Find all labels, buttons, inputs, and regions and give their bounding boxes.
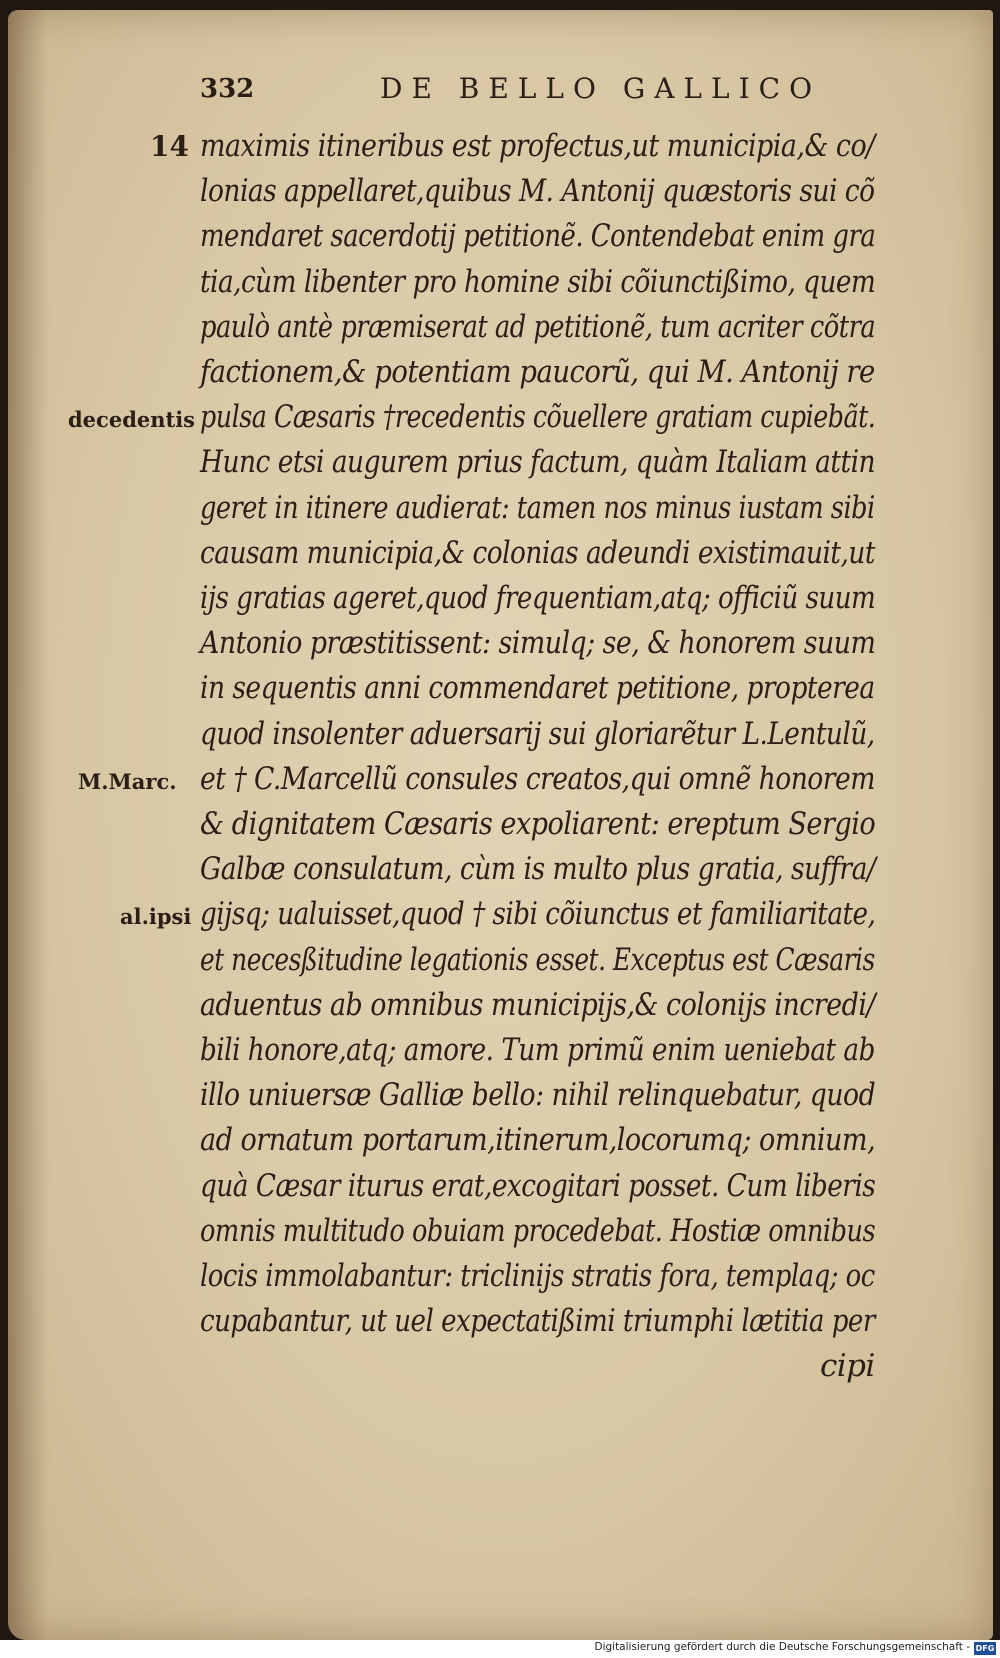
page-number: 332 [200,74,255,104]
text-line: cupabantur, ut uel expectatißimi triumphi lætitia per [200,1303,875,1340]
text-line: causam municipia,& colonias adeundi existimauit,ut [200,534,875,571]
text-line: ijs gratias ageret,quod frequentiam,atq; officiũ suum [200,580,876,616]
text-line: Hunc etsi augurem prius factum, quàm Italiam attin [200,444,876,481]
text-line: ad ornatum portarum,itinerum,locorumq; omnium, [200,1122,876,1159]
text-line: Galbæ consulatum, cùm is multo plus gratia, suffra/ [200,851,876,888]
text-line: illo uniuersæ Galliæ bello: nihil relinquebatur, quod [200,1077,876,1114]
text-line: omnis multitudo obuiam procedebat. Hostiæ omnibus [200,1212,876,1249]
text-line: maximis itineribus est profectus,ut municipia,& co/ [200,128,875,164]
text-line: factionem,& potentiam paucorũ, qui M. Antonij re [200,354,875,390]
text-line: aduentus ab omnibus municipijs,& colonijs incredi/ [200,986,876,1023]
text-line: quod insolenter aduersarij sui gloriarẽtur L.Lentulũ, [200,715,875,752]
margin-note: M.Marc. [78,768,177,794]
running-head: DE BELLO GALLICO [380,72,822,105]
margin-note: decedentis [68,407,196,433]
footer-credit: Digitalisierung gefördert durch die Deutsche Forschungsgemeinschaft - [594,1641,970,1653]
text-line: in sequentis anni commendaret petitione, propterea [200,670,875,707]
page-gutter-shadow [8,10,48,1640]
text-line: bili honore,atq; amore. Tum primũ enim ueniebat ab [200,1032,875,1068]
text-line: Antonio præstitissent: simulq; se, & honorem suum [200,625,876,662]
text-line: & dignitatem Cæsaris expoliarent: ereptum Sergio [200,806,876,842]
digitization-footer [0,1640,1000,1658]
text-line: paulò antè præmiserat ad petitionẽ, tum acriter cõtra [200,308,876,345]
text-line: locis immolabantur: triclinijs stratis fora, templaq; oc [200,1258,875,1294]
text-line: et necesßitudine legationis esset. Exceptus est Cæsaris [200,941,875,978]
dfg-logo-icon: DFG [975,1644,995,1653]
text-line: quà Cæsar iturus erat,excogitari posset. Cum liberis [200,1167,876,1204]
catchword: cipi [820,1348,875,1385]
text-line: gijsq; ualuisset,quod † sibi cõiunctus et familiaritate, [200,896,876,933]
text-line: mendaret sacerdotij petitionẽ. Contendebat enim gra [200,218,876,255]
text-line: et † C.Marcellũ consules creatos,qui omnẽ honorem [200,760,875,797]
text-line: tia,cùm libenter pro homine sibi cõiunctißimo, quem [200,263,876,300]
text-line: geret in itinere audierat: tamen nos minus iustam sibi [200,489,875,526]
section-number: 14 [150,130,189,163]
text-line: pulsa Cæsaris †recedentis cõuellere gratiam cupiebãt. [200,399,876,436]
margin-note: al.ipsi [120,904,192,930]
text-line: lonias appellaret,quibus M. Antonij quæstoris sui cõ [200,173,875,210]
